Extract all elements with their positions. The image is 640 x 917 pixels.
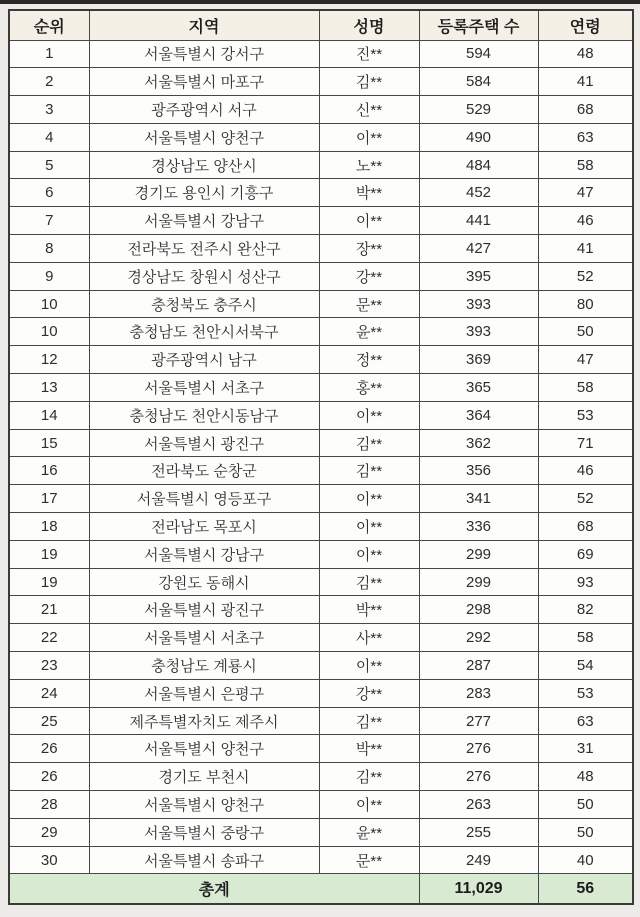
header-region: 지역	[89, 10, 319, 40]
cell-houses: 594	[419, 40, 538, 68]
cell-region: 서울특별시 영등포구	[89, 485, 319, 513]
cell-region: 서울특별시 양천구	[89, 791, 319, 819]
cell-name: 이**	[319, 485, 419, 513]
cell-houses: 299	[419, 540, 538, 568]
table-row	[9, 179, 633, 207]
cell-region: 서울특별시 양천구	[89, 123, 319, 151]
cell-rank: 17	[9, 485, 89, 513]
cell-houses: 356	[419, 457, 538, 485]
table-row	[9, 624, 633, 652]
cell-age: 80	[538, 290, 633, 318]
cell-age: 53	[538, 679, 633, 707]
cell-age: 31	[538, 735, 633, 763]
cell-age: 71	[538, 429, 633, 457]
cell-rank: 4	[9, 123, 89, 151]
cell-region: 서울특별시 양천구	[89, 735, 319, 763]
cell-rank: 28	[9, 791, 89, 819]
cell-rank: 25	[9, 707, 89, 735]
cell-name: 사**	[319, 624, 419, 652]
cell-rank: 1	[9, 40, 89, 68]
cell-name: 진**	[319, 40, 419, 68]
cell-houses: 364	[419, 401, 538, 429]
cell-rank: 26	[9, 735, 89, 763]
cell-rank: 2	[9, 68, 89, 96]
cell-age: 68	[538, 513, 633, 541]
table-row	[9, 290, 633, 318]
cell-name: 이**	[319, 207, 419, 235]
cell-region: 경상남도 창원시 성산구	[89, 262, 319, 290]
cell-houses: 292	[419, 624, 538, 652]
cell-houses: 276	[419, 735, 538, 763]
cell-houses: 490	[419, 123, 538, 151]
cell-rank: 3	[9, 96, 89, 124]
cell-houses: 336	[419, 513, 538, 541]
cell-age: 46	[538, 457, 633, 485]
table-row	[9, 513, 633, 541]
cell-region: 충청남도 천안시서북구	[89, 318, 319, 346]
cell-age: 63	[538, 123, 633, 151]
cell-rank: 22	[9, 624, 89, 652]
cell-age: 47	[538, 346, 633, 374]
cell-houses: 452	[419, 179, 538, 207]
cell-region: 서울특별시 서초구	[89, 624, 319, 652]
table-row	[9, 707, 633, 735]
header-name: 성명	[319, 10, 419, 40]
table-row	[9, 401, 633, 429]
cell-houses: 484	[419, 151, 538, 179]
cell-age: 47	[538, 179, 633, 207]
cell-rank: 10	[9, 318, 89, 346]
table-row	[9, 763, 633, 791]
cell-rank: 29	[9, 818, 89, 846]
ranking-table-container	[8, 9, 634, 905]
cell-age: 58	[538, 624, 633, 652]
cell-region: 제주특별자치도 제주시	[89, 707, 319, 735]
table-row	[9, 596, 633, 624]
cell-age: 41	[538, 235, 633, 263]
cell-houses: 393	[419, 318, 538, 346]
cell-name: 이**	[319, 513, 419, 541]
cell-name: 김**	[319, 707, 419, 735]
cell-rank: 26	[9, 763, 89, 791]
cell-region: 서울특별시 광진구	[89, 596, 319, 624]
cell-name: 윤**	[319, 318, 419, 346]
cell-houses: 395	[419, 262, 538, 290]
cell-region: 충청남도 천안시동남구	[89, 401, 319, 429]
cell-houses: 341	[419, 485, 538, 513]
cell-name: 김**	[319, 457, 419, 485]
cell-region: 서울특별시 중랑구	[89, 818, 319, 846]
top-edge-strip	[0, 0, 640, 4]
table-row	[9, 235, 633, 263]
cell-houses: 276	[419, 763, 538, 791]
cell-rank: 10	[9, 290, 89, 318]
total-houses: 11,029	[419, 874, 538, 904]
total-row	[9, 874, 633, 904]
cell-region: 서울특별시 강남구	[89, 540, 319, 568]
cell-age: 58	[538, 151, 633, 179]
cell-region: 서울특별시 서초구	[89, 374, 319, 402]
table-row	[9, 568, 633, 596]
cell-age: 50	[538, 818, 633, 846]
cell-name: 이**	[319, 123, 419, 151]
cell-region: 서울특별시 송파구	[89, 846, 319, 874]
table-row	[9, 207, 633, 235]
cell-age: 93	[538, 568, 633, 596]
cell-rank: 6	[9, 179, 89, 207]
cell-rank: 15	[9, 429, 89, 457]
table-row	[9, 652, 633, 680]
cell-name: 김**	[319, 429, 419, 457]
header-age: 연령	[538, 10, 633, 40]
cell-region: 광주광역시 남구	[89, 346, 319, 374]
cell-houses: 298	[419, 596, 538, 624]
cell-region: 경기도 용인시 기흥구	[89, 179, 319, 207]
cell-name: 문**	[319, 846, 419, 874]
cell-houses: 362	[419, 429, 538, 457]
cell-name: 장**	[319, 235, 419, 263]
cell-rank: 16	[9, 457, 89, 485]
table-row	[9, 68, 633, 96]
cell-name: 박**	[319, 735, 419, 763]
table-row	[9, 485, 633, 513]
table-row	[9, 318, 633, 346]
cell-age: 69	[538, 540, 633, 568]
landlord-ranking-table	[8, 9, 634, 905]
cell-houses: 365	[419, 374, 538, 402]
table-row	[9, 679, 633, 707]
header-rank: 순위	[9, 10, 89, 40]
cell-region: 경상남도 양산시	[89, 151, 319, 179]
cell-name: 강**	[319, 262, 419, 290]
table-row	[9, 846, 633, 874]
cell-name: 박**	[319, 179, 419, 207]
cell-name: 노**	[319, 151, 419, 179]
table-row	[9, 374, 633, 402]
cell-region: 전라북도 순창군	[89, 457, 319, 485]
cell-rank: 8	[9, 235, 89, 263]
cell-rank: 5	[9, 151, 89, 179]
cell-region: 서울특별시 은평구	[89, 679, 319, 707]
cell-name: 정**	[319, 346, 419, 374]
cell-age: 46	[538, 207, 633, 235]
cell-rank: 21	[9, 596, 89, 624]
cell-name: 박**	[319, 596, 419, 624]
header-registered-houses: 등록주택 수	[419, 10, 538, 40]
table-row	[9, 123, 633, 151]
table-row	[9, 429, 633, 457]
cell-houses: 427	[419, 235, 538, 263]
table-header	[9, 10, 633, 40]
cell-name: 홍**	[319, 374, 419, 402]
cell-age: 63	[538, 707, 633, 735]
cell-name: 김**	[319, 68, 419, 96]
table-row	[9, 40, 633, 68]
table-footer	[9, 874, 633, 904]
cell-rank: 30	[9, 846, 89, 874]
cell-rank: 19	[9, 568, 89, 596]
cell-age: 50	[538, 791, 633, 819]
cell-houses: 255	[419, 818, 538, 846]
cell-name: 이**	[319, 791, 419, 819]
cell-age: 53	[538, 401, 633, 429]
cell-region: 광주광역시 서구	[89, 96, 319, 124]
cell-age: 52	[538, 262, 633, 290]
cell-age: 54	[538, 652, 633, 680]
cell-name: 김**	[319, 568, 419, 596]
cell-age: 40	[538, 846, 633, 874]
total-label: 총계	[9, 874, 419, 904]
cell-age: 68	[538, 96, 633, 124]
cell-region: 전라북도 전주시 완산구	[89, 235, 319, 263]
cell-name: 강**	[319, 679, 419, 707]
table-row	[9, 818, 633, 846]
cell-name: 이**	[319, 540, 419, 568]
cell-name: 문**	[319, 290, 419, 318]
cell-name: 김**	[319, 763, 419, 791]
cell-age: 52	[538, 485, 633, 513]
cell-houses: 287	[419, 652, 538, 680]
cell-houses: 283	[419, 679, 538, 707]
cell-age: 48	[538, 40, 633, 68]
cell-rank: 12	[9, 346, 89, 374]
cell-age: 58	[538, 374, 633, 402]
table-row	[9, 457, 633, 485]
cell-region: 서울특별시 마포구	[89, 68, 319, 96]
cell-name: 이**	[319, 401, 419, 429]
table-row	[9, 735, 633, 763]
cell-region: 강원도 동해시	[89, 568, 319, 596]
cell-region: 전라남도 목포시	[89, 513, 319, 541]
cell-region: 충청북도 충주시	[89, 290, 319, 318]
cell-houses: 584	[419, 68, 538, 96]
cell-rank: 9	[9, 262, 89, 290]
table-body	[9, 40, 633, 874]
cell-rank: 23	[9, 652, 89, 680]
cell-houses: 263	[419, 791, 538, 819]
cell-houses: 393	[419, 290, 538, 318]
cell-region: 서울특별시 강남구	[89, 207, 319, 235]
cell-region: 서울특별시 광진구	[89, 429, 319, 457]
cell-rank: 14	[9, 401, 89, 429]
cell-houses: 249	[419, 846, 538, 874]
cell-region: 서울특별시 강서구	[89, 40, 319, 68]
cell-region: 경기도 부천시	[89, 763, 319, 791]
cell-rank: 7	[9, 207, 89, 235]
cell-houses: 369	[419, 346, 538, 374]
cell-rank: 24	[9, 679, 89, 707]
cell-rank: 19	[9, 540, 89, 568]
table-row	[9, 96, 633, 124]
cell-age: 82	[538, 596, 633, 624]
cell-houses: 529	[419, 96, 538, 124]
cell-name: 신**	[319, 96, 419, 124]
cell-rank: 13	[9, 374, 89, 402]
table-row	[9, 262, 633, 290]
total-age: 56	[538, 874, 633, 904]
cell-name: 윤**	[319, 818, 419, 846]
cell-name: 이**	[319, 652, 419, 680]
cell-age: 41	[538, 68, 633, 96]
cell-region: 충청남도 계룡시	[89, 652, 319, 680]
table-row	[9, 151, 633, 179]
header-row	[9, 10, 633, 40]
cell-houses: 441	[419, 207, 538, 235]
table-row	[9, 540, 633, 568]
cell-age: 48	[538, 763, 633, 791]
table-row	[9, 346, 633, 374]
cell-age: 50	[538, 318, 633, 346]
cell-houses: 277	[419, 707, 538, 735]
cell-houses: 299	[419, 568, 538, 596]
table-row	[9, 791, 633, 819]
cell-rank: 18	[9, 513, 89, 541]
